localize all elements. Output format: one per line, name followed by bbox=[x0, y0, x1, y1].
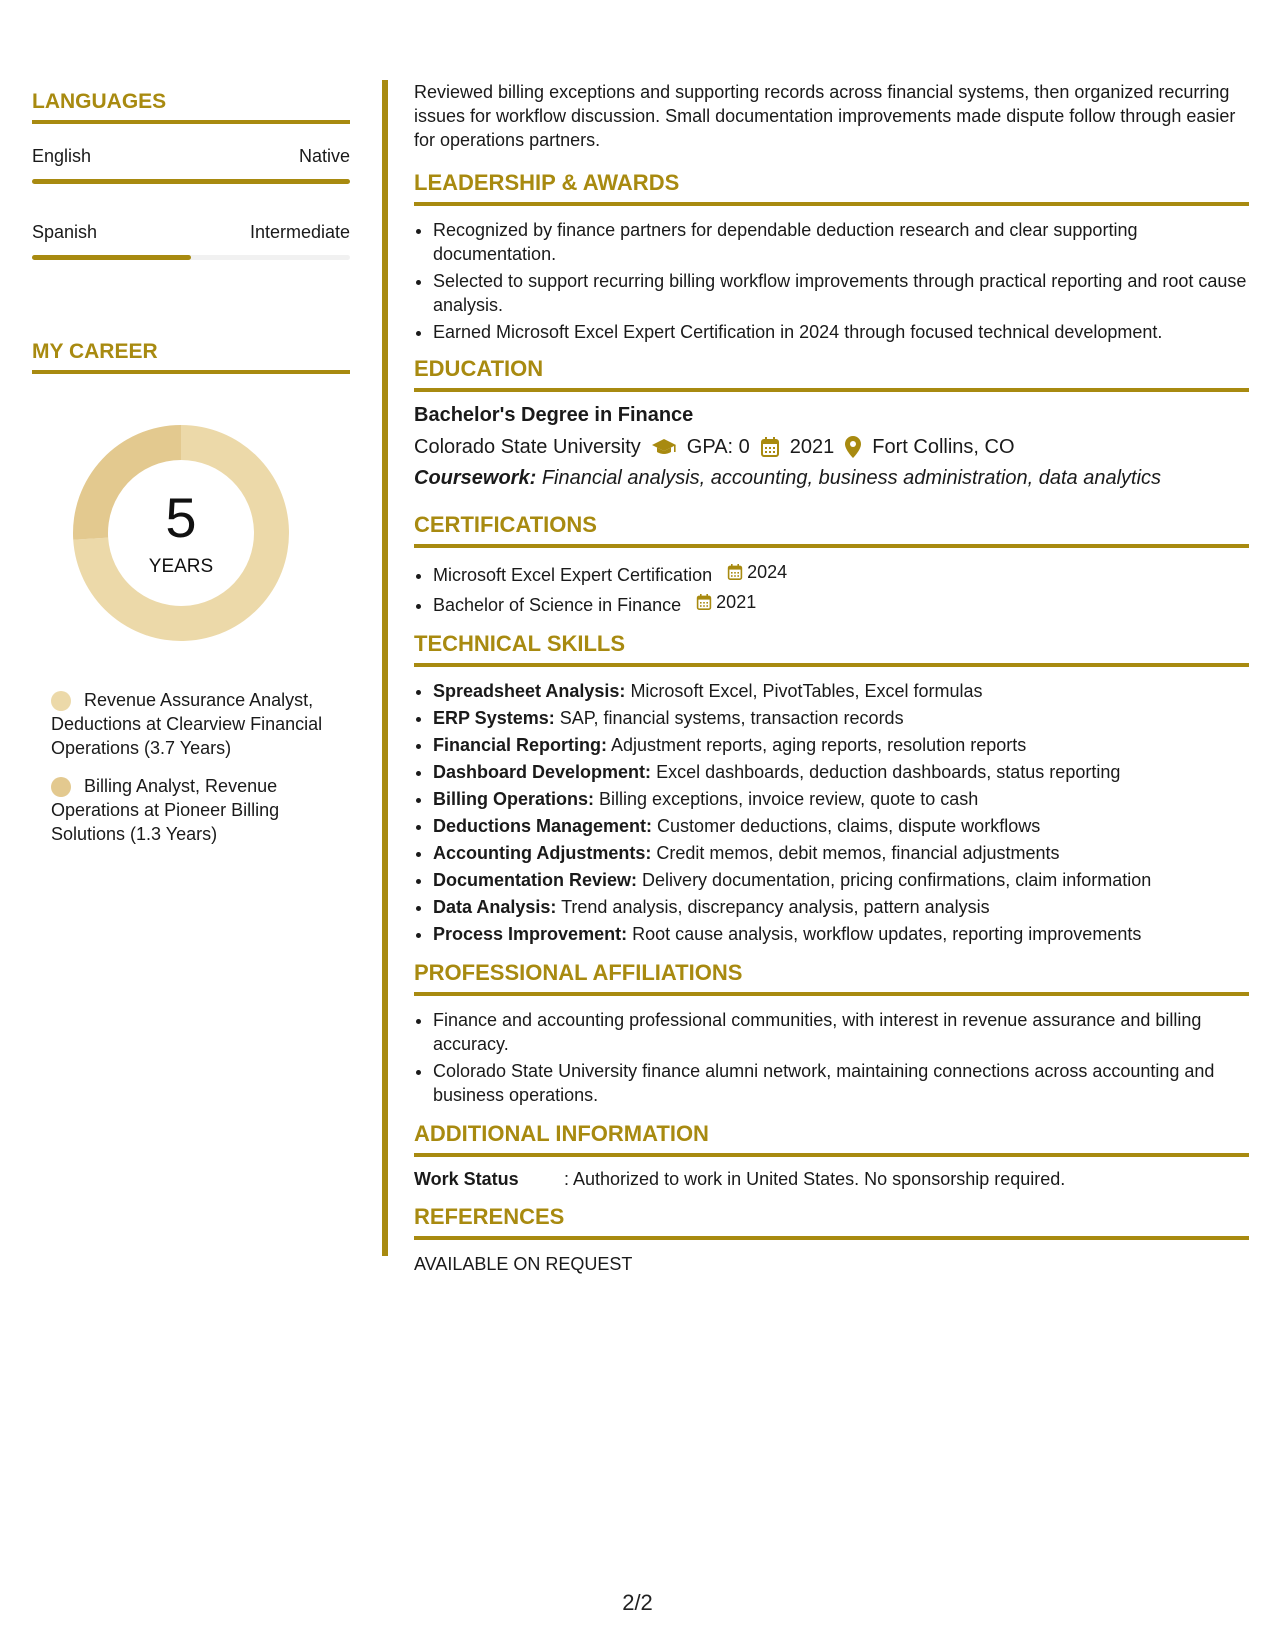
calendar-icon bbox=[760, 436, 780, 458]
language-proficiency-bar bbox=[32, 179, 350, 184]
career-total-years: 5 bbox=[165, 486, 197, 549]
legend-dot bbox=[51, 777, 71, 797]
career-role-list bbox=[32, 688, 350, 846]
work-status-value: : Authorized to work in United States. No sponsorship required. bbox=[564, 1169, 1066, 1189]
skill-item bbox=[433, 787, 1249, 811]
skill-label: Process Improvement: bbox=[433, 924, 628, 944]
education-title: EDUCATION bbox=[414, 356, 1249, 392]
graduation-cap-icon bbox=[651, 437, 677, 457]
skill-value: Billing exceptions, invoice review, quote to cash bbox=[599, 789, 979, 809]
language-proficiency-bar bbox=[32, 255, 350, 260]
career-donut-chart bbox=[66, 418, 296, 648]
skill-value: SAP, financial systems, transaction records bbox=[559, 708, 904, 728]
references-text: AVAILABLE ON REQUEST bbox=[414, 1254, 633, 1274]
skill-value: Microsoft Excel, PivotTables, Excel formulas bbox=[630, 681, 983, 701]
affiliations-list bbox=[414, 1008, 1249, 1107]
skill-label: Spreadsheet Analysis: bbox=[433, 681, 626, 701]
right-column bbox=[414, 80, 1249, 1275]
skill-item bbox=[433, 922, 1249, 946]
skill-label: Dashboard Development: bbox=[433, 762, 652, 782]
leadership-section bbox=[414, 170, 1249, 344]
list-item: • Recognized by finance partners for dependable deduction research and clear supporting documentation. bbox=[433, 218, 1249, 266]
skill-value: Adjustment reports, aging reports, resolution reports bbox=[611, 735, 1027, 755]
list-item: • Finance and accounting professional communities, with interest in revenue assurance and billing accuracy. bbox=[433, 1008, 1249, 1056]
languages-title: LANGUAGES bbox=[32, 90, 350, 124]
list-item: • Bachelor of Science in Finance 2021 bbox=[433, 590, 1249, 617]
school-location: Fort Collins, CO bbox=[872, 435, 1015, 458]
additional-section bbox=[414, 1121, 1249, 1190]
work-status-label: Work Status bbox=[414, 1169, 519, 1189]
list-item: • Microsoft Excel Expert Certification 2024 bbox=[433, 560, 1249, 587]
career-role: Revenue Assurance Analyst, Deductions at Clearview Financial Operations (3.7 Years) bbox=[51, 690, 323, 758]
list-item: • Earned Microsoft Excel Expert Certification in 2024 through focused technical development. bbox=[433, 320, 1249, 344]
skill-item bbox=[433, 895, 1249, 919]
language-name: Spanish bbox=[32, 222, 98, 242]
career-years-label: YEARS bbox=[148, 556, 214, 577]
leadership-list bbox=[414, 218, 1249, 344]
certifications-section bbox=[414, 512, 1249, 617]
affiliations-section bbox=[414, 960, 1249, 1107]
skill-label: Billing Operations: bbox=[433, 789, 595, 809]
skill-value: Delivery documentation, pricing confirmations, claim information bbox=[642, 870, 1152, 890]
skill-item bbox=[433, 679, 1249, 703]
language-level: Intermediate bbox=[249, 222, 350, 242]
skill-value: Excel dashboards, deduction dashboards, status reporting bbox=[656, 762, 1121, 782]
additional-title: ADDITIONAL INFORMATION bbox=[414, 1121, 1249, 1157]
list-item: • Colorado State University finance alumni network, maintaining connections across accounting and business operations. bbox=[433, 1059, 1249, 1107]
skill-value: Customer deductions, claims, dispute workflows bbox=[657, 816, 1041, 836]
gpa: GPA: 0 bbox=[686, 435, 750, 458]
language-spanish bbox=[32, 222, 350, 260]
left-column bbox=[32, 90, 350, 860]
legend-dot bbox=[51, 691, 71, 711]
work-status-row bbox=[414, 1169, 1249, 1190]
education-section bbox=[414, 356, 1249, 490]
school-name: Colorado State University bbox=[414, 435, 641, 458]
experience-summary: Reviewed billing exceptions and supporting records across financial systems, then organized recurring issues for workflow discussion. Small documentation improvements made dispute follow through easier for operations partners. bbox=[414, 82, 1236, 150]
skill-label: Deductions Management: bbox=[433, 816, 653, 836]
skill-item bbox=[433, 868, 1249, 892]
skills-title: TECHNICAL SKILLS bbox=[414, 631, 1249, 667]
coursework-label: Coursework: bbox=[414, 467, 537, 489]
skill-item bbox=[433, 814, 1249, 838]
affiliations-title: PROFESSIONAL AFFILIATIONS bbox=[414, 960, 1249, 996]
language-english bbox=[32, 146, 350, 184]
leadership-title: LEADERSHIP & AWARDS bbox=[414, 170, 1249, 206]
career-role: Billing Analyst, Revenue Operations at Pioneer Billing Solutions (1.3 Years) bbox=[51, 776, 280, 844]
language-name: English bbox=[32, 146, 92, 166]
skills-list bbox=[414, 679, 1249, 946]
skill-item bbox=[433, 760, 1249, 784]
skill-label: Financial Reporting: bbox=[433, 735, 608, 755]
references-title: REFERENCES bbox=[414, 1204, 1249, 1240]
skill-value: Root cause analysis, workflow updates, reporting improvements bbox=[632, 924, 1142, 944]
skills-section bbox=[414, 631, 1249, 946]
references-section bbox=[414, 1204, 1249, 1275]
certifications-title: CERTIFICATIONS bbox=[414, 512, 1249, 548]
skill-item bbox=[433, 841, 1249, 865]
career-title: MY CAREER bbox=[32, 340, 350, 374]
page-number: 2/2 bbox=[622, 1590, 653, 1615]
language-proficiency-fill bbox=[32, 255, 191, 260]
skill-value: Credit memos, debit memos, financial adjustments bbox=[656, 843, 1060, 863]
certifications-list bbox=[414, 560, 1249, 617]
skill-label: ERP Systems: bbox=[433, 708, 555, 728]
location-pin-icon bbox=[844, 435, 862, 459]
coursework-text: Financial analysis, accounting, business administration, data analytics bbox=[541, 467, 1162, 489]
degree-name: Bachelor's Degree in Finance bbox=[414, 404, 694, 426]
education-details bbox=[414, 435, 1249, 459]
coursework bbox=[414, 467, 1249, 490]
skill-label: Data Analysis: bbox=[433, 897, 557, 917]
calendar-icon bbox=[727, 563, 743, 581]
list-item: • Selected to support recurring billing workflow improvements through practical reporting and root cause analysis. bbox=[433, 269, 1249, 317]
language-proficiency-fill bbox=[32, 179, 350, 184]
skill-label: Accounting Adjustments: bbox=[433, 843, 652, 863]
calendar-icon bbox=[696, 593, 712, 611]
skill-label: Documentation Review: bbox=[433, 870, 638, 890]
skill-item bbox=[433, 706, 1249, 730]
language-level: Native bbox=[298, 146, 350, 166]
skill-value: Trend analysis, discrepancy analysis, pattern analysis bbox=[561, 897, 990, 917]
column-divider bbox=[382, 80, 388, 1256]
graduation-year: 2021 bbox=[789, 435, 835, 458]
skill-item bbox=[433, 733, 1249, 757]
